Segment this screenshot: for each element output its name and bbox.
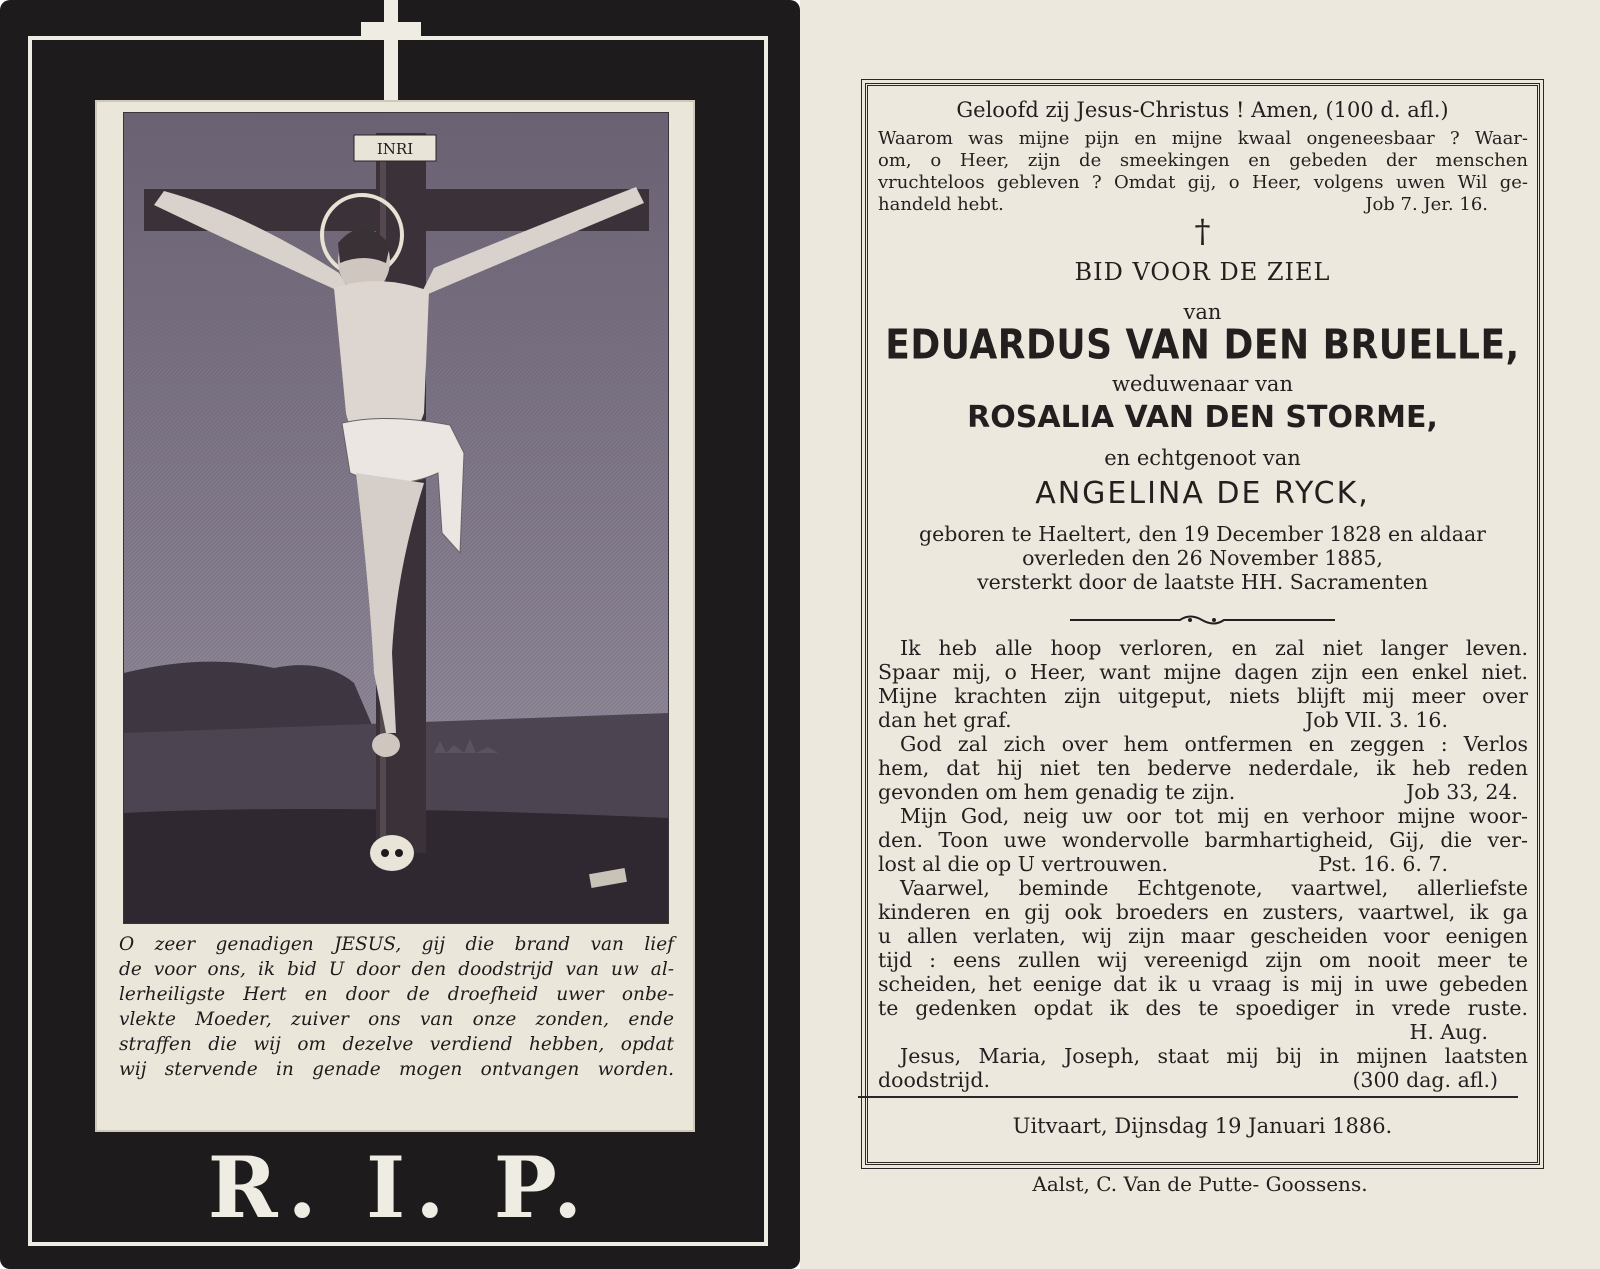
birth-line: geboren te Haeltert, den 19 December 1828 en aldaar: [919, 522, 1486, 546]
scripture-passages: [878, 636, 1528, 1092]
divider-line: [858, 1096, 1518, 1098]
prayer-text: [119, 932, 674, 1082]
prayer-line: lerheiligste Hert en door de droefheid uwer onbe-: [119, 984, 674, 1005]
funeral-date: Uitvaart, Dijnsdag 19 Januari 1886.: [1012, 1114, 1393, 1138]
passage-line: Vaarwel, beminde Echtgenote, vaartwel, allerliefste: [900, 876, 1528, 900]
spouse-label: en echtgenoot van: [1104, 446, 1301, 470]
passage-line: Spaar mij, o Heer, want mijne dagen zijn een enkel niet.: [878, 660, 1528, 684]
passage-line: te gedenken opdat ik des te spoediger in vrede ruste.: [878, 996, 1528, 1020]
passage-line: u allen verlaten, wij zijn maar gescheiden voor eenigen: [878, 924, 1528, 948]
opening-verse: [878, 128, 1528, 216]
second-wife-name: ANGELINA DE RYCK,: [1035, 476, 1370, 511]
passage-reference: (300 dag. afl.): [1352, 1068, 1498, 1092]
passage-line: doodstrijd.: [878, 1068, 991, 1092]
sacraments-line: versterkt door de laatste HH. Sacramenten: [977, 570, 1428, 594]
passage-line: Mijne krachten zijn uitgeput, niets blijft mij meer over: [878, 684, 1528, 708]
verse-reference: Job 7. Jer. 16.: [1365, 194, 1488, 215]
passage-line: gevonden om hem genadig te zijn.: [878, 780, 1236, 804]
pray-for-heading: BID VOOR DE ZIEL: [1074, 258, 1331, 286]
prayer-line: de voor ons, ik bid U door den doodstrijd van uw al-: [119, 959, 674, 980]
inri-label: INRI: [376, 140, 414, 158]
passage-line: scheiden, het eenige dat ik u vraag is mij in uwe gebeden: [878, 972, 1528, 996]
crucifixion-engraving: [123, 112, 669, 924]
passage-reference: Job VII. 3. 16.: [1305, 708, 1448, 732]
prayer-line: straffen die wij om dezelve verdiend hebben, opdat: [119, 1034, 674, 1055]
passage-line: hem, dat hij niet ten bederve nederdale, ik heb reden: [878, 756, 1528, 780]
passage-line: Mijn God, neig uw oor tot mij en verhoor mijne woor-: [900, 804, 1528, 828]
top-line: Geloofd zij Jesus-Christus ! Amen, (100 d. afl.): [956, 98, 1449, 122]
first-wife-name: ROSALIA VAN DEN STORME,: [967, 400, 1438, 435]
passage-reference: H. Aug.: [1409, 1020, 1488, 1044]
birth-death-info: [870, 522, 1535, 594]
deceased-name: EDUARDUS VAN DEN BRUELLE,: [885, 321, 1520, 370]
verse-line: handeld hebt.: [878, 194, 1004, 215]
engraving-panel: [95, 100, 695, 1132]
passage-line: Jesus, Maria, Joseph, staat mij bij in mijnen laatsten: [900, 1044, 1528, 1068]
widower-label: weduwenaar van: [1112, 372, 1293, 396]
top-cross-icon: [356, 0, 426, 100]
passage-line: God zal zich over hem ontfermen en zeggen : Verlos: [900, 732, 1528, 756]
passage-line: dan het graf.: [878, 708, 1012, 732]
memorial-card-back: [800, 0, 1600, 1269]
passage-line: lost al die op U vertrouwen.: [878, 852, 1169, 876]
cross-icon: †: [1194, 212, 1211, 250]
printer-credit: Aalst, C. Van de Putte- Goossens.: [1032, 1172, 1368, 1196]
verse-line: Waarom was mijne pijn en mijne kwaal ongeneesbaar ? Waar-: [878, 128, 1528, 149]
passage-line: den. Toon uwe wondervolle barmhartigheid, Gij, die ver-: [878, 828, 1528, 852]
ornament-divider: [1070, 613, 1335, 627]
passage-reference: Pst. 16. 6. 7.: [1318, 852, 1448, 876]
passage-line: kinderen en gij ook broeders en zusters, vaartwel, ik ga: [878, 900, 1528, 924]
prayer-line: O zeer genadigen JESUS, gij die brand van lief: [119, 934, 674, 955]
prayer-line: wij stervende in genade mogen ontvangen worden.: [119, 1059, 674, 1080]
passage-line: Ik heb alle hoop verloren, en zal niet langer leven.: [900, 636, 1528, 660]
verse-line: om, o Heer, zijn de smeekingen en gebeden der menschen: [878, 150, 1528, 171]
van-label: van: [1183, 300, 1222, 324]
prayer-line: vlekte Moeder, zuiver ons van onze zonden, ende: [119, 1009, 674, 1030]
rip-text: R. I. P.: [207, 1138, 593, 1237]
death-line: overleden den 26 November 1885,: [1022, 546, 1383, 570]
passage-reference: Job 33, 24.: [1406, 780, 1518, 804]
passage-line: tijd : eens zullen wij vereenigd zijn om nooit meer te: [878, 948, 1528, 972]
verse-line: vruchteloos gebleven ? Omdat gij, o Heer, volgens uwen Wil ge-: [878, 172, 1528, 193]
